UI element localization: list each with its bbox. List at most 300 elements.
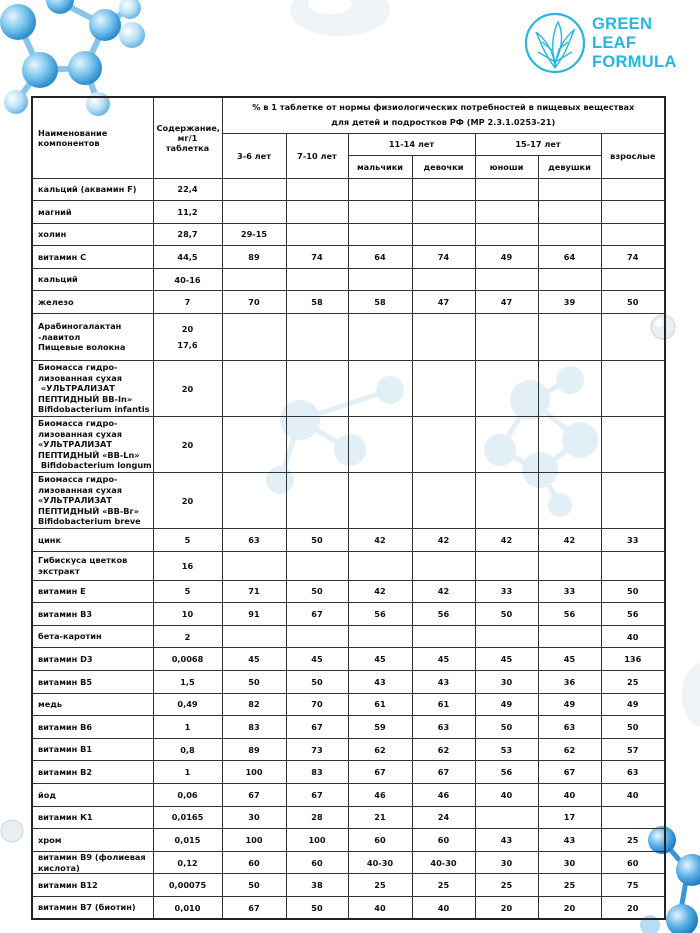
value-boys-15-17-cell: 49	[475, 246, 538, 269]
table-row	[32, 201, 665, 224]
value-3-6-cell	[222, 178, 286, 201]
table-row	[32, 693, 665, 716]
component-name-line: Bifidobacterium breve	[38, 516, 141, 527]
component-name-line: ПЕПТИДНЫЙ «ВВ-Вг»	[38, 505, 140, 516]
table-row	[32, 314, 665, 361]
table-row	[32, 178, 665, 201]
value-boys-15-17-cell: 20	[475, 896, 538, 919]
value-7-10-cell	[286, 223, 348, 246]
value-7-10-cell: 50	[286, 896, 348, 919]
component-name-line: Пищевые волокна	[38, 342, 126, 353]
value-3-6-cell: 71	[222, 580, 286, 603]
value-boys-15-17-cell	[475, 201, 538, 224]
value-girls-11-14-cell	[412, 314, 475, 361]
value-adults-cell: 50	[601, 580, 665, 603]
value-adults-cell: 40	[601, 784, 665, 807]
value-adults-cell: 60	[601, 851, 665, 874]
table-row	[32, 648, 665, 671]
value-boys-15-17-cell: 43	[475, 829, 538, 852]
value-girls-15-17-cell: 63	[538, 716, 601, 739]
content-cell: 2	[153, 625, 222, 648]
value-boys-15-17-cell: 30	[475, 671, 538, 694]
value-3-6-cell: 100	[222, 829, 286, 852]
brand-line-2: LEAF	[592, 33, 637, 52]
value-boys-11-14-cell: 60	[348, 829, 412, 852]
value-boys-15-17-cell: 33	[475, 580, 538, 603]
value-girls-11-14-cell: 25	[412, 874, 475, 897]
value-7-10-cell: 50	[286, 671, 348, 694]
value-girls-11-14-cell	[412, 625, 475, 648]
component-name-line: Биомасса гидро-	[38, 474, 118, 485]
value-7-10-cell	[286, 417, 348, 473]
header-percent-norm-line1: % в 1 таблетке от нормы физиологических потребностей в пищевых веществах	[252, 102, 635, 113]
component-name-cell: бета-каротин	[32, 625, 153, 648]
header-percent-norm	[222, 97, 665, 133]
component-name-line: Bifidobacterium infantis	[38, 404, 150, 415]
header-girls-11-14: девочки	[412, 155, 475, 178]
value-girls-15-17-cell: 49	[538, 693, 601, 716]
water-drop-decoration	[672, 660, 700, 730]
value-7-10-cell: 73	[286, 738, 348, 761]
value-3-6-cell: 67	[222, 896, 286, 919]
component-name-cell: витамин В7 (биотин)	[32, 896, 153, 919]
content-cell: 0,8	[153, 738, 222, 761]
component-name-cell: йод	[32, 784, 153, 807]
value-girls-15-17-cell: 40	[538, 784, 601, 807]
value-7-10-cell	[286, 361, 348, 417]
content-line: 17,6	[177, 340, 198, 351]
value-girls-11-14-cell: 47	[412, 291, 475, 314]
value-adults-cell: 57	[601, 738, 665, 761]
header-age-11-14: 11-14 лет	[348, 133, 475, 155]
brand-line-1: GREEN	[592, 14, 653, 33]
value-7-10-cell: 67	[286, 716, 348, 739]
value-girls-15-17-cell	[538, 223, 601, 246]
content-cell: 40-16	[153, 268, 222, 291]
table-row	[32, 580, 665, 603]
value-girls-11-14-cell: 40	[412, 896, 475, 919]
component-name-line: ПЕПТИДНЫЙ ВВ-In»	[38, 393, 133, 404]
value-boys-15-17-cell: 56	[475, 761, 538, 784]
value-3-6-cell	[222, 551, 286, 580]
value-boys-15-17-cell	[475, 551, 538, 580]
value-adults-cell	[601, 201, 665, 224]
value-girls-15-17-cell: 56	[538, 603, 601, 626]
value-girls-11-14-cell: 74	[412, 246, 475, 269]
value-7-10-cell: 83	[286, 761, 348, 784]
value-boys-15-17-cell	[475, 625, 538, 648]
value-girls-11-14-cell	[412, 201, 475, 224]
value-boys-15-17-cell: 25	[475, 874, 538, 897]
header-age-3-6: 3-6 лет	[222, 133, 286, 178]
leaf-logo-icon	[524, 12, 586, 74]
value-7-10-cell: 50	[286, 580, 348, 603]
value-3-6-cell	[222, 625, 286, 648]
value-boys-11-14-cell: 64	[348, 246, 412, 269]
content-cell: 16	[153, 551, 222, 580]
value-3-6-cell: 50	[222, 671, 286, 694]
value-girls-11-14-cell: 61	[412, 693, 475, 716]
component-name-cell: кальций	[32, 268, 153, 291]
table-row	[32, 291, 665, 314]
content-cell: 0,0165	[153, 806, 222, 829]
value-adults-cell: 74	[601, 246, 665, 269]
table-row	[32, 361, 665, 417]
content-cell: 0,010	[153, 896, 222, 919]
value-girls-15-17-cell	[538, 314, 601, 361]
table-row	[32, 268, 665, 291]
value-adults-cell	[601, 806, 665, 829]
value-girls-15-17-cell: 25	[538, 874, 601, 897]
content-cell: 0,49	[153, 693, 222, 716]
value-3-6-cell: 67	[222, 784, 286, 807]
value-girls-11-14-cell	[412, 178, 475, 201]
value-boys-11-14-cell: 43	[348, 671, 412, 694]
value-7-10-cell: 60	[286, 851, 348, 874]
value-boys-11-14-cell	[348, 551, 412, 580]
table-row	[32, 716, 665, 739]
value-girls-15-17-cell: 45	[538, 648, 601, 671]
value-3-6-cell: 70	[222, 291, 286, 314]
content-cell: 0,0068	[153, 648, 222, 671]
table-row	[32, 473, 665, 529]
content-cell: 0,015	[153, 829, 222, 852]
value-boys-11-14-cell: 42	[348, 529, 412, 552]
value-girls-11-14-cell: 67	[412, 761, 475, 784]
value-7-10-cell	[286, 314, 348, 361]
value-adults-cell: 33	[601, 529, 665, 552]
value-7-10-cell: 70	[286, 693, 348, 716]
component-name-cell	[32, 314, 153, 361]
content-cell: 0,00075	[153, 874, 222, 897]
component-name-line: лизованная сухая	[38, 428, 123, 439]
value-boys-11-14-cell: 42	[348, 580, 412, 603]
component-name-cell: витамин В2	[32, 761, 153, 784]
value-girls-15-17-cell: 62	[538, 738, 601, 761]
component-name-cell	[32, 361, 153, 417]
value-boys-15-17-cell: 50	[475, 603, 538, 626]
table-row	[32, 829, 665, 852]
value-7-10-cell: 50	[286, 529, 348, 552]
component-name-cell: витамин С	[32, 246, 153, 269]
value-3-6-cell: 100	[222, 761, 286, 784]
value-boys-15-17-cell: 50	[475, 716, 538, 739]
component-name-line: Арабиногалактан	[38, 321, 122, 332]
value-adults-cell	[601, 178, 665, 201]
component-name-cell: железо	[32, 291, 153, 314]
value-boys-15-17-cell	[475, 417, 538, 473]
value-7-10-cell	[286, 473, 348, 529]
value-girls-15-17-cell	[538, 473, 601, 529]
table-row	[32, 246, 665, 269]
value-boys-15-17-cell: 45	[475, 648, 538, 671]
value-girls-15-17-cell: 33	[538, 580, 601, 603]
value-3-6-cell: 89	[222, 246, 286, 269]
value-adults-cell: 75	[601, 874, 665, 897]
value-boys-15-17-cell: 40	[475, 784, 538, 807]
value-boys-15-17-cell	[475, 223, 538, 246]
value-boys-11-14-cell	[348, 201, 412, 224]
value-boys-15-17-cell: 49	[475, 693, 538, 716]
table-row	[32, 761, 665, 784]
content-cell: 1,5	[153, 671, 222, 694]
value-3-6-cell	[222, 314, 286, 361]
value-boys-11-14-cell: 21	[348, 806, 412, 829]
value-boys-15-17-cell	[475, 806, 538, 829]
value-girls-11-14-cell: 42	[412, 529, 475, 552]
value-boys-15-17-cell	[475, 314, 538, 361]
value-boys-15-17-cell	[475, 473, 538, 529]
content-cell: 7	[153, 291, 222, 314]
content-cell: 0,06	[153, 784, 222, 807]
value-3-6-cell	[222, 417, 286, 473]
water-drop-decoration	[0, 816, 28, 846]
value-boys-11-14-cell: 67	[348, 761, 412, 784]
value-adults-cell: 50	[601, 291, 665, 314]
table-row	[32, 223, 665, 246]
value-adults-cell: 20	[601, 896, 665, 919]
header-girls-15-17: девушки	[538, 155, 601, 178]
value-3-6-cell	[222, 473, 286, 529]
component-name-line: Биомасса гидро-	[38, 362, 118, 373]
component-name-cell: цинк	[32, 529, 153, 552]
value-girls-11-14-cell: 63	[412, 716, 475, 739]
value-boys-11-14-cell: 40-30	[348, 851, 412, 874]
value-7-10-cell	[286, 551, 348, 580]
value-7-10-cell	[286, 625, 348, 648]
value-boys-11-14-cell	[348, 223, 412, 246]
value-boys-11-14-cell: 58	[348, 291, 412, 314]
content-cell: 5	[153, 580, 222, 603]
value-boys-15-17-cell	[475, 268, 538, 291]
table-row	[32, 784, 665, 807]
value-girls-15-17-cell: 42	[538, 529, 601, 552]
value-7-10-cell: 38	[286, 874, 348, 897]
value-boys-11-14-cell	[348, 268, 412, 291]
header-age-7-10: 7-10 лет	[286, 133, 348, 178]
component-name-cell: витамин В12	[32, 874, 153, 897]
value-girls-11-14-cell: 43	[412, 671, 475, 694]
value-3-6-cell: 29-15	[222, 223, 286, 246]
content-cell	[153, 314, 222, 361]
content-cell: 22,4	[153, 178, 222, 201]
value-3-6-cell: 60	[222, 851, 286, 874]
component-name-line: кислота)	[38, 862, 80, 873]
value-boys-11-14-cell: 61	[348, 693, 412, 716]
value-adults-cell	[601, 417, 665, 473]
value-boys-11-14-cell	[348, 314, 412, 361]
component-name-cell	[32, 417, 153, 473]
nutrient-table-body	[32, 178, 665, 919]
value-boys-11-14-cell	[348, 417, 412, 473]
value-boys-11-14-cell	[348, 625, 412, 648]
content-cell: 20	[153, 473, 222, 529]
component-name-cell: витамин Е	[32, 580, 153, 603]
value-boys-11-14-cell: 56	[348, 603, 412, 626]
value-adults-cell	[601, 268, 665, 291]
value-7-10-cell: 58	[286, 291, 348, 314]
value-boys-15-17-cell: 47	[475, 291, 538, 314]
value-girls-15-17-cell: 36	[538, 671, 601, 694]
component-name-cell: витамин D3	[32, 648, 153, 671]
content-cell: 5	[153, 529, 222, 552]
component-name-cell: хром	[32, 829, 153, 852]
value-3-6-cell: 83	[222, 716, 286, 739]
table-row	[32, 417, 665, 473]
value-3-6-cell: 89	[222, 738, 286, 761]
value-7-10-cell	[286, 268, 348, 291]
component-name-cell: витамин В6	[32, 716, 153, 739]
component-name-line: ПЕПТИДНЫЙ «ВВ-Ln»	[38, 449, 140, 460]
value-boys-11-14-cell	[348, 178, 412, 201]
value-girls-11-14-cell	[412, 551, 475, 580]
content-cell: 28,7	[153, 223, 222, 246]
value-boys-11-14-cell	[348, 473, 412, 529]
component-name-line: -лавитол	[38, 331, 81, 342]
header-percent-norm-line2: для детей и подростков РФ (МР 2.3.1.0253-21)	[331, 117, 556, 128]
component-name-cell	[32, 473, 153, 529]
component-name-cell: холин	[32, 223, 153, 246]
value-girls-11-14-cell: 60	[412, 829, 475, 852]
nutrient-table	[31, 96, 666, 920]
value-girls-15-17-cell: 43	[538, 829, 601, 852]
table-row	[32, 671, 665, 694]
value-adults-cell: 50	[601, 716, 665, 739]
table-row	[32, 874, 665, 897]
value-adults-cell	[601, 551, 665, 580]
value-boys-15-17-cell: 30	[475, 851, 538, 874]
value-girls-11-14-cell: 46	[412, 784, 475, 807]
header-component-name: Наименование компонентов	[32, 97, 153, 178]
value-girls-15-17-cell	[538, 625, 601, 648]
content-cell: 0,12	[153, 851, 222, 874]
component-name-cell: кальций (аквамин F)	[32, 178, 153, 201]
value-3-6-cell	[222, 201, 286, 224]
content-cell: 44,5	[153, 246, 222, 269]
content-line: 20	[181, 324, 194, 335]
value-girls-15-17-cell	[538, 417, 601, 473]
value-3-6-cell	[222, 268, 286, 291]
component-name-cell	[32, 851, 153, 874]
component-name-line: Гибискуса цветков	[38, 555, 128, 566]
value-7-10-cell: 45	[286, 648, 348, 671]
component-name-line: лизованная сухая	[38, 372, 123, 383]
value-girls-15-17-cell: 30	[538, 851, 601, 874]
component-name-line: «УЛЬТРАЛИЗАТ	[38, 495, 112, 506]
table-row	[32, 738, 665, 761]
value-3-6-cell: 82	[222, 693, 286, 716]
value-adults-cell	[601, 223, 665, 246]
table-row	[32, 529, 665, 552]
value-girls-11-14-cell	[412, 473, 475, 529]
value-7-10-cell: 67	[286, 784, 348, 807]
value-boys-15-17-cell: 42	[475, 529, 538, 552]
brand-name	[592, 15, 677, 72]
value-adults-cell	[601, 314, 665, 361]
value-girls-11-14-cell: 45	[412, 648, 475, 671]
value-adults-cell: 49	[601, 693, 665, 716]
content-cell: 1	[153, 716, 222, 739]
value-adults-cell: 40	[601, 625, 665, 648]
value-girls-15-17-cell	[538, 361, 601, 417]
content-cell: 20	[153, 417, 222, 473]
component-name-line: «УЛЬТРАЛИЗАТ	[38, 439, 112, 450]
value-girls-11-14-cell	[412, 268, 475, 291]
value-boys-11-14-cell: 45	[348, 648, 412, 671]
value-adults-cell: 56	[601, 603, 665, 626]
value-3-6-cell: 91	[222, 603, 286, 626]
value-adults-cell: 25	[601, 671, 665, 694]
value-girls-11-14-cell	[412, 361, 475, 417]
content-cell: 20	[153, 361, 222, 417]
component-name-cell: витамин В1	[32, 738, 153, 761]
value-boys-11-14-cell: 46	[348, 784, 412, 807]
value-adults-cell: 136	[601, 648, 665, 671]
value-boys-11-14-cell: 40	[348, 896, 412, 919]
table-row	[32, 896, 665, 919]
brand-line-3: FORMULA	[592, 52, 677, 71]
component-name-line: экстракт	[38, 565, 80, 576]
header-boys-15-17: юноши	[475, 155, 538, 178]
component-name-cell: магний	[32, 201, 153, 224]
value-boys-15-17-cell	[475, 361, 538, 417]
header-boys-11-14: мальчики	[348, 155, 412, 178]
value-boys-15-17-cell: 53	[475, 738, 538, 761]
water-drop-decoration	[280, 0, 400, 40]
value-adults-cell: 25	[601, 829, 665, 852]
value-3-6-cell: 63	[222, 529, 286, 552]
value-boys-11-14-cell	[348, 361, 412, 417]
component-name-cell: витамин В3	[32, 603, 153, 626]
table-row	[32, 551, 665, 580]
value-girls-15-17-cell	[538, 551, 601, 580]
header-adults: взрослые	[601, 133, 665, 178]
value-boys-11-14-cell: 59	[348, 716, 412, 739]
value-girls-15-17-cell: 64	[538, 246, 601, 269]
header-age-15-17: 15-17 лет	[475, 133, 601, 155]
value-girls-11-14-cell: 24	[412, 806, 475, 829]
value-7-10-cell: 100	[286, 829, 348, 852]
content-cell: 11,2	[153, 201, 222, 224]
value-7-10-cell: 67	[286, 603, 348, 626]
table-row	[32, 603, 665, 626]
component-name-line: лизованная сухая	[38, 484, 123, 495]
value-girls-11-14-cell	[412, 417, 475, 473]
value-girls-15-17-cell	[538, 268, 601, 291]
value-boys-15-17-cell	[475, 178, 538, 201]
value-girls-11-14-cell: 42	[412, 580, 475, 603]
component-name-line: «УЛЬТРАЛИЗАТ	[38, 383, 115, 394]
component-name-line: Биомасса гидро-	[38, 418, 118, 429]
value-girls-11-14-cell	[412, 223, 475, 246]
value-7-10-cell	[286, 178, 348, 201]
value-3-6-cell: 30	[222, 806, 286, 829]
component-name-line: витамин В9 (фолиевая	[38, 852, 146, 863]
table-row	[32, 625, 665, 648]
value-3-6-cell: 50	[222, 874, 286, 897]
value-girls-15-17-cell: 20	[538, 896, 601, 919]
value-girls-15-17-cell	[538, 201, 601, 224]
brand-logo	[524, 12, 677, 74]
component-name-cell: витамин К1	[32, 806, 153, 829]
value-boys-11-14-cell: 25	[348, 874, 412, 897]
value-girls-15-17-cell: 17	[538, 806, 601, 829]
table-row	[32, 851, 665, 874]
value-boys-11-14-cell: 62	[348, 738, 412, 761]
component-name-cell: витамин В5	[32, 671, 153, 694]
value-3-6-cell: 45	[222, 648, 286, 671]
value-girls-11-14-cell: 40-30	[412, 851, 475, 874]
